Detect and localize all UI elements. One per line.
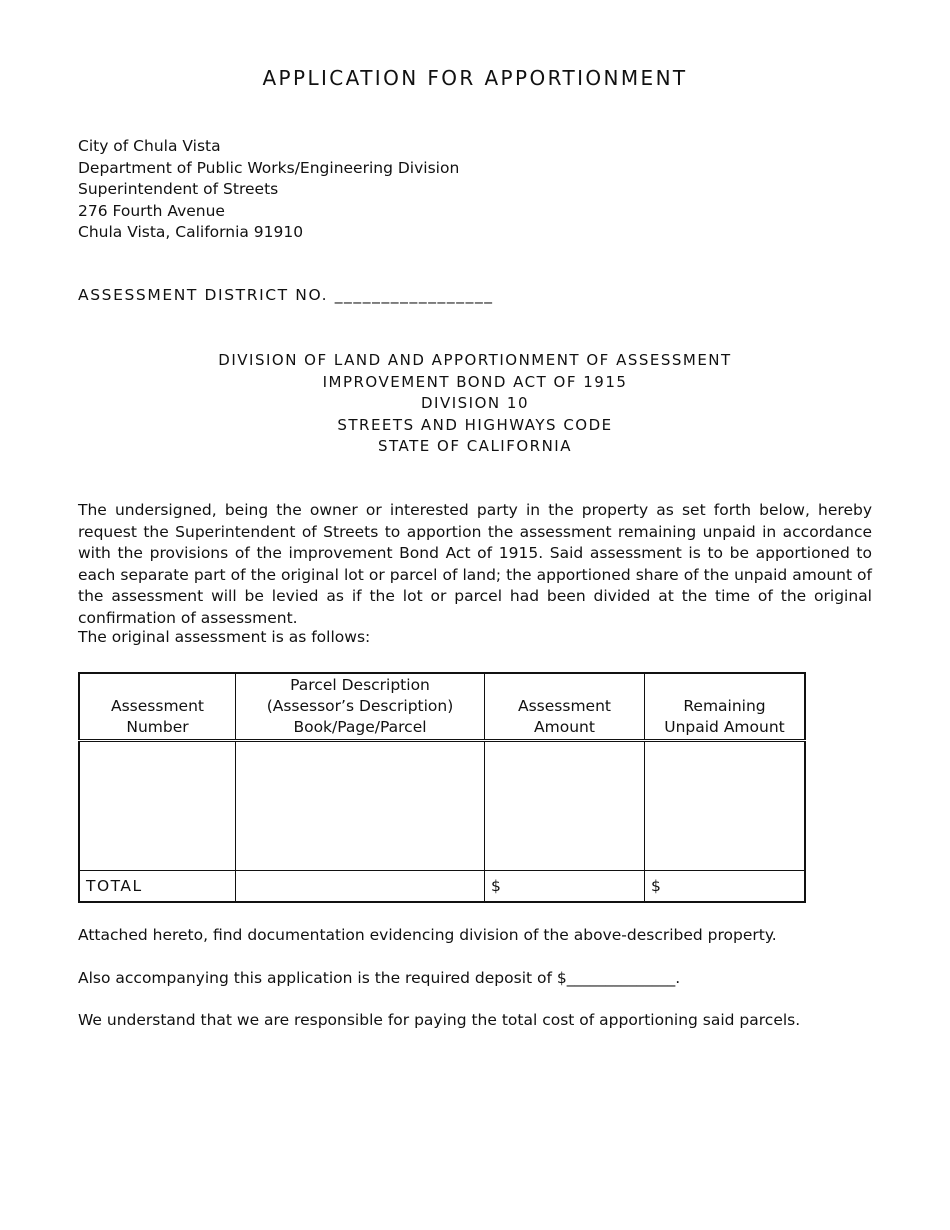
- address-line-street: 276 Fourth Avenue: [78, 201, 225, 220]
- division-header-line: STREETS AND HIGHWAYS CODE: [337, 415, 613, 434]
- address-line-superintendent: Superintendent of Streets: [78, 180, 279, 198]
- attached-documentation-line: Attached hereto, find documentation evidencing division of the above-described property.: [78, 926, 777, 944]
- table-row: [79, 741, 805, 871]
- address-line-city: City of Chula Vista: [78, 137, 221, 155]
- address-line-city-state-zip: Chula Vista, California 91910: [78, 223, 304, 241]
- division-header-line: DIVISION 10: [421, 394, 529, 412]
- division-header-line: STATE OF CALIFORNIA: [377, 437, 572, 455]
- division-header-line: IMPROVEMENT BOND ACT OF 1915: [322, 372, 628, 391]
- assessment-amount-cell[interactable]: [485, 741, 645, 871]
- division-header: [0, 350, 950, 458]
- total-row: [79, 871, 805, 903]
- total-remaining-unpaid-cell[interactable]: $: [645, 871, 806, 903]
- original-assessment-intro: The original assessment is as follows:: [78, 628, 371, 646]
- header-remaining-unpaid: Remaining Unpaid Amount: [645, 673, 806, 741]
- responsibility-line: We understand that we are responsible for paying the total cost of apportioning said parcels.: [78, 1011, 801, 1029]
- table-header-row: [79, 673, 805, 741]
- form-title: APPLICATION FOR APPORTIONMENT: [262, 66, 688, 90]
- deposit-line[interactable]: Also accompanying this application is the required deposit of $______________.: [78, 969, 681, 987]
- assessment-table: [78, 672, 806, 903]
- header-assessment-number: Assessment Number: [79, 673, 236, 741]
- parcel-description-cell[interactable]: [236, 741, 485, 871]
- request-paragraph: The undersigned, being the owner or interested party in the property as set forth below, hereby request the Superintendent of Streets to apportion the assessment remaining unpaid in accordance with the provisions of the improvement Bond Act of 1915. Said assessment is to be apportioned to each separate part of the original lot or parcel of land; the apportioned share of the unpaid amount of the assessment will be levied as if the lot or parcel had been divided at the time of the original confirmation of assessment.: [78, 501, 872, 627]
- header-parcel-description: Parcel Description (Assessor’s Description) Book/Page/Parcel: [236, 673, 485, 741]
- address-block: [78, 136, 459, 244]
- remaining-unpaid-cell[interactable]: [645, 741, 806, 871]
- assessment-district-field[interactable]: ASSESSMENT DISTRICT NO. _________________: [78, 286, 494, 304]
- header-assessment-amount: Assessment Amount: [485, 673, 645, 741]
- division-header-line: DIVISION OF LAND AND APPORTIONMENT OF ASSESSMENT: [218, 351, 732, 369]
- total-parcel-cell[interactable]: [236, 871, 485, 903]
- total-assessment-amount-cell[interactable]: $: [485, 871, 645, 903]
- assessment-number-cell[interactable]: [79, 741, 236, 871]
- total-label: TOTAL: [79, 871, 236, 903]
- address-line-department: Department of Public Works/Engineering Division: [78, 158, 460, 177]
